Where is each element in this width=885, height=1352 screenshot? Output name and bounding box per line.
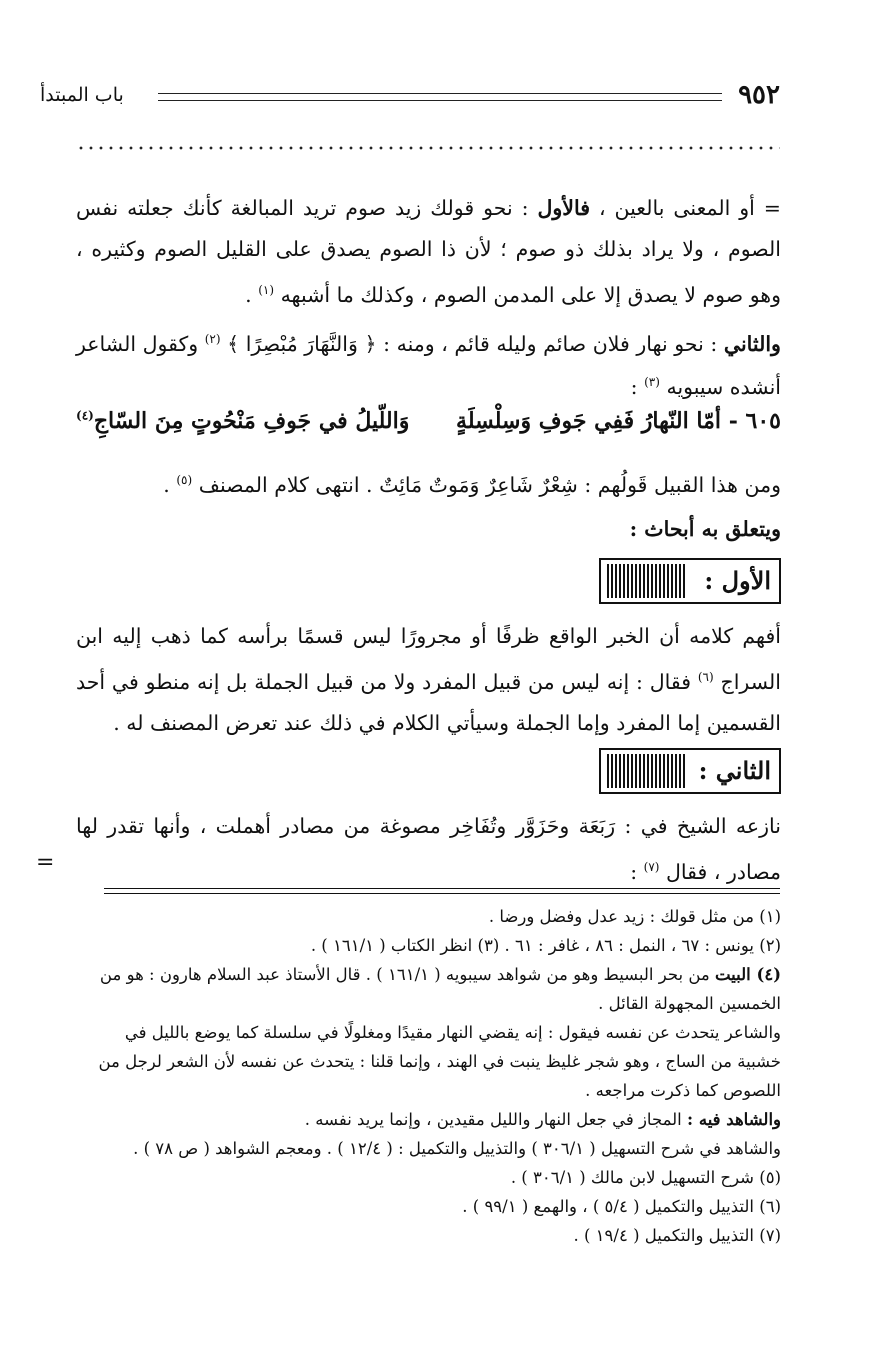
section-heading-second bbox=[599, 748, 781, 794]
heading-ornament bbox=[607, 754, 687, 788]
footnote-4-shahid-label: والشاهد فيه : bbox=[687, 1110, 781, 1129]
footnote-4-sources: والشاهد في شرح التسهيل ( ٣٠٦/١ ) والتذييل والتكميل : ( ١٢/٤ ) . ومعجم الشواهد ( ص ٧٨ ) . bbox=[133, 1139, 781, 1158]
para1-keyword: فالأول bbox=[537, 196, 590, 220]
paragraph-2 bbox=[76, 320, 781, 406]
para2-text-2: وكقول الشاعر أنشده سيبويه bbox=[76, 331, 781, 399]
footnote-4-shahid bbox=[76, 1105, 781, 1134]
section2-text-a: نازعه الشيخ في : رَبَعَة وحَزَوَّر وتُفَاخِر مصوغة من مصادر أهملت ، وأنها تقدر لها مصادر ، فقال bbox=[76, 814, 781, 884]
footnote-4 bbox=[76, 960, 781, 1018]
footnote-6: (٦) التذييل والتكميل ( ٥/٤ ) ، والهمع ( ٩٩/١ ) . bbox=[462, 1197, 781, 1216]
section-heading-first-label: الأول : bbox=[704, 566, 771, 595]
page-number: ٩٥٢ bbox=[738, 80, 780, 110]
verse-first-hemistich: أمّا النّهارُ فَفِي جَوفِ وَسِلْسِلَةٍ bbox=[456, 408, 721, 434]
para1-text: : نحو قولك زيد صوم تريد المبالغة كأنك جعلته نفس الصوم ، ولا يراد بذلك ذو صوم ؛ لأن ذا الصوم يصدق على القليل الصوم وكثيره ، وهو صوم لا يصدق إلا على المدمن الصوم ، وكذلك ما أشبهه bbox=[76, 196, 781, 307]
footnote-ref: (٢) bbox=[204, 332, 221, 346]
section2-end: : bbox=[630, 859, 638, 884]
footnote-ref: (٧) bbox=[643, 860, 660, 874]
verse-second-hemistich-text: وَاللّيلُ في جَوفِ مَنْحُوتٍ مِنَ السّاجِ bbox=[93, 408, 410, 434]
footnotes bbox=[76, 902, 781, 1250]
header-rule bbox=[158, 93, 722, 101]
continuation-mark: = bbox=[36, 850, 55, 875]
paragraph-3 bbox=[76, 458, 781, 551]
footnote-rule bbox=[104, 888, 780, 894]
research-intro: ويتعلق به أبحاث : bbox=[629, 516, 781, 541]
footnote-ref: (٤) bbox=[76, 408, 94, 423]
footnote-ref: (٥) bbox=[176, 473, 193, 487]
footnote-4-commentary: والشاعر يتحدث عن نفسه فيقول : إنه يقضي النهار مقيدًا ومغلولًا في سلسلة كما يوضع بالليل في خشبية من الساج ، وهو شجر غليظ ينبت في الهند ، وإنما قلنا : يتحدث عن نفسه لأن الشعر لرجل من اللصوص كما ذكرت مراجعه . bbox=[98, 1023, 781, 1100]
dotted-divider bbox=[76, 146, 780, 150]
para2-keyword: والثاني bbox=[723, 331, 781, 356]
footnote-5: (٥) شرح التسهيل لابن مالك ( ٣٠٦/١ ) . bbox=[510, 1168, 781, 1187]
footnote-2-3: (٢) يونس : ٦٧ ، النمل : ٨٦ ، غافر : ٦١ . (٣) انظر الكتاب ( ١٦١/١ ) . bbox=[310, 936, 781, 955]
para3-text: ومن هذا القبيل قَولُهم : شِعْرٌ شَاعِرٌ وَمَوتٌ مَائِتٌ . انتهى كلام المصنف bbox=[198, 472, 781, 497]
section-heading-first bbox=[599, 558, 781, 604]
section1-text-b: فقال : إنه ليس من قبيل المفرد ولا من قبيل الجملة بل إنه منطو في أحد القسمين إما المفرد وإما الجملة وسيأتي الكلام في ذلك عند تعرض المصنف له . bbox=[76, 669, 781, 735]
footnote-4-lead: (٤) البيت bbox=[714, 965, 781, 984]
chapter-title: باب المبتدأ bbox=[40, 84, 124, 106]
para1-lead: = أو المعنى بالعين ، bbox=[598, 196, 781, 220]
section-1-text bbox=[76, 616, 781, 744]
poetry-verse bbox=[76, 408, 781, 452]
paragraph-1 bbox=[76, 188, 781, 316]
footnote-ref: (٦) bbox=[697, 670, 714, 684]
footnote-4-shahid-text: المجاز في جعل النهار والليل مقيدين ، وإنما يريد نفسه . bbox=[304, 1110, 682, 1129]
para2-end: : bbox=[630, 374, 638, 399]
para3-end: . bbox=[163, 472, 170, 497]
section-2-text bbox=[76, 806, 781, 893]
section-heading-second-label: الثاني : bbox=[698, 756, 771, 785]
footnote-ref: (١) bbox=[258, 283, 275, 297]
section1-text-a: أفهم كلامه أن الخبر الواقع ظرفًا أو مجرورًا ليس قسمًا برأسه كما ذهب إليه ابن السراج bbox=[76, 624, 781, 694]
footnote-ref: (٣) bbox=[644, 374, 660, 389]
page-header bbox=[40, 78, 780, 112]
footnote-7: (٧) التذييل والتكميل ( ١٩/٤ ) . bbox=[573, 1226, 781, 1245]
para2-text: : نحو نهار فلان صائم وليله قائم ، ومنه : ﴿ وَالنَّهَارَ مُبْصِرًا ﴾ bbox=[227, 331, 718, 356]
verse-second-hemistich bbox=[76, 408, 409, 434]
footnote-1: (١) من مثل قولك : زيد عدل وفضل ورضا . bbox=[488, 907, 781, 926]
verse-number: ٦٠٥ - bbox=[728, 408, 781, 434]
footnote-4-text: من بحر البسيط وهو من شواهد سيبويه ( ١٦١/١ ) . قال الأستاذ عبد السلام هارون : هو من الخمسين المجهولة القائل . bbox=[99, 965, 781, 1013]
para1-end: . bbox=[245, 282, 252, 307]
heading-ornament bbox=[607, 564, 687, 598]
